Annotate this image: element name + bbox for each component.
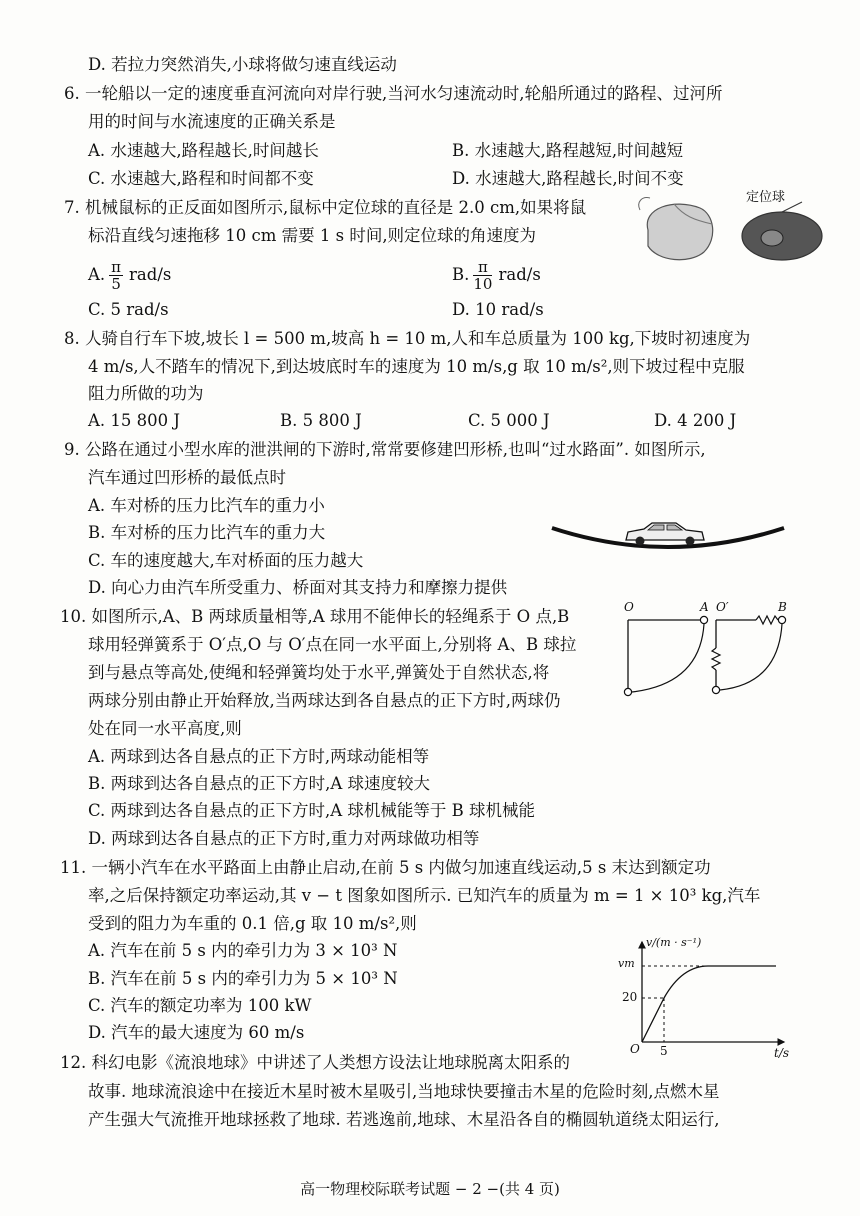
q7-option-c: C. 5 rad/s <box>88 300 169 319</box>
graph-origin-label: O <box>630 1042 640 1056</box>
graph-20-label: 20 <box>622 990 638 1004</box>
q7-a-fraction <box>109 259 123 292</box>
q6-option-a: A. 水速越大,路程越长,时间越长 <box>88 141 319 160</box>
graph-vm-label: vm <box>618 957 635 970</box>
q7-option-d: D. 10 rad/s <box>452 300 544 319</box>
q11-option-b: B. 汽车在前 5 s 内的牵引力为 5 × 10³ N <box>88 969 398 988</box>
q12-stem-line3: 产生强大气流推开地球拯救了地球. 若逃逸前,地球、木星沿各自的椭圆轨道绕太阳运行, <box>88 1110 720 1129</box>
q10-option-d: D. 两球到达各自悬点的正下方时,重力对两球做功相等 <box>88 829 480 848</box>
q10-stem-line2: 球用轻弹簧系于 O′点,O 与 O′点在同一水平面上,分别将 A、B 球拉 <box>88 635 577 654</box>
pendulum-figure <box>618 600 798 698</box>
car-icon <box>626 523 704 546</box>
q10-stem-line3: 到与悬点等高处,使绳和轻弹簧均处于水平,弹簧处于自然状态,将 <box>88 663 550 682</box>
label-O-prime: O′ <box>716 600 729 614</box>
q8-stem-line1: 8. 人骑自行车下坡,坡长 l = 500 m,坡高 h = 10 m,人和车总质量为 100 kg,下坡时初速度为 <box>64 329 751 348</box>
q12-stem-line1: 12. 科幻电影《流浪地球》中讲述了人类想方设法让地球脱离太阳系的 <box>60 1053 570 1072</box>
q9-option-b: B. 车对桥的压力比汽车的重力大 <box>88 523 326 542</box>
concave-bridge-figure <box>548 510 788 560</box>
q7-b-unit: rad/s <box>498 265 541 284</box>
q10-stem-line1: 10. 如图所示,A、B 两球质量相等,A 球用不能伸长的轻绳系于 O 点,B <box>60 607 570 626</box>
q5-option-d: D. 若拉力突然消失,小球将做匀速直线运动 <box>88 55 397 74</box>
q8-stem-line2: 4 m/s,人不踏车的情况下,到达坡底时车的速度为 10 m/s,g 取 10 m/s²,则下坡过程中克服 <box>88 357 745 376</box>
q6-stem-line2: 用的时间与水流速度的正确关系是 <box>88 112 336 131</box>
q7-stem-line1: 7. 机械鼠标的正反面如图所示,鼠标中定位球的直径是 2.0 cm,如果将鼠 <box>64 198 587 217</box>
q8-option-c: C. 5 000 J <box>468 411 550 430</box>
q9-option-d: D. 向心力由汽车所受重力、桥面对其支持力和摩擦力提供 <box>88 578 508 597</box>
q7-b-numerator: π <box>473 259 492 276</box>
label-B: B <box>778 600 787 614</box>
q8-option-a: A. 15 800 J <box>88 411 180 430</box>
q11-option-a: A. 汽车在前 5 s 内的牵引力为 3 × 10³ N <box>88 941 398 960</box>
q10-option-b: B. 两球到达各自悬点的正下方时,A 球速度较大 <box>88 774 431 793</box>
q6-option-d: D. 水速越大,路程越长,时间不变 <box>452 169 684 188</box>
q7-a-unit: rad/s <box>129 265 172 284</box>
q7-option-a <box>88 258 171 292</box>
ball-label: 定位球 <box>746 190 786 205</box>
q6-option-b: B. 水速越大,路程越短,时间越短 <box>452 141 684 160</box>
q9-option-c: C. 车的速度越大,车对桥面的压力越大 <box>88 551 364 570</box>
graph-xlabel: t/s <box>774 1046 790 1060</box>
q9-option-a: A. 车对桥的压力比汽车的重力小 <box>88 496 325 515</box>
q7-b-denominator: 10 <box>473 275 493 293</box>
graph-5-label: 5 <box>660 1044 668 1058</box>
q8-stem-line3: 阻力所做的功为 <box>88 384 204 403</box>
q7-a-prefix: A. <box>88 265 106 284</box>
q11-stem-line1: 11. 一辆小汽车在水平路面上由静止启动,在前 5 s 内做匀加速直线运动,5 s 末达到额定功 <box>60 858 711 877</box>
q10-option-a: A. 两球到达各自悬点的正下方时,两球动能相等 <box>88 747 430 766</box>
q8-option-d: D. 4 200 J <box>654 411 737 430</box>
q7-b-fraction <box>473 259 492 292</box>
label-O: O <box>624 600 634 614</box>
graph-ylabel: v/(m · s⁻¹) <box>646 936 702 949</box>
q7-a-denominator: 5 <box>111 275 121 293</box>
q11-option-d: D. 汽车的最大速度为 60 m/s <box>88 1023 305 1042</box>
q11-stem-line2: 率,之后保持额定功率运动,其 v − t 图象如图所示. 已知汽车的质量为 m = 1 × 10³ kg,汽车 <box>88 886 761 905</box>
q7-option-b <box>452 258 541 292</box>
q11-option-c: C. 汽车的额定功率为 100 kW <box>88 996 312 1015</box>
vt-graph <box>612 936 802 1062</box>
label-A: A <box>700 600 709 614</box>
q10-stem-line5: 处在同一水平高度,则 <box>88 719 242 738</box>
q12-stem-line2: 故事. 地球流浪途中在接近木星时被木星吸引,当地球快要撞击木星的危险时刻,点燃木星 <box>88 1082 720 1101</box>
mouse-figure <box>634 190 830 270</box>
q10-stem-line4: 两球分别由静止开始释放,当两球达到各自悬点的正下方时,两球仍 <box>88 691 561 710</box>
q7-b-prefix: B. <box>452 265 470 284</box>
page-footer: 高一物理校际联考试题 − 2 −(共 4 页) <box>300 1180 560 1198</box>
q6-option-c: C. 水速越大,路程和时间都不变 <box>88 169 314 188</box>
q6-stem-line1: 6. 一轮船以一定的速度垂直河流向对岸行驶,当河水匀速流动时,轮船所通过的路程、过河所 <box>64 84 723 103</box>
q7-stem-line2: 标沿直线匀速拖移 10 cm 需要 1 s 时间,则定位球的角速度为 <box>88 226 537 245</box>
q10-option-c: C. 两球到达各自悬点的正下方时,A 球机械能等于 B 球机械能 <box>88 801 536 820</box>
q7-a-numerator: π <box>111 258 122 276</box>
q11-stem-line3: 受到的阻力为车重的 0.1 倍,g 取 10 m/s²,则 <box>88 914 417 933</box>
q8-option-b: B. 5 800 J <box>280 411 362 430</box>
q9-stem-line2: 汽车通过凹形桥的最低点时 <box>88 468 286 487</box>
q9-stem-line1: 9. 公路在通过小型水库的泄洪闸的下游时,常常要修建凹形桥,也叫“过水路面”. 如图所示, <box>64 440 706 459</box>
